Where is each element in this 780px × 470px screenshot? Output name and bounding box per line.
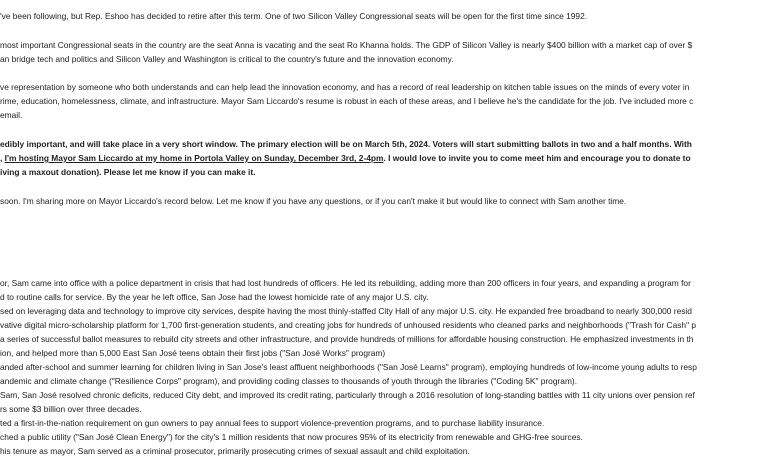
record-line-1: or, Sam came into office with a police department in crisis that had lost hundreds of officers. He led its rebuilding, adding more than 200 officers in four years, and expanding a program for [0, 278, 691, 288]
record-line-9: Sam, San José resolved chronic deficits, reduced City debt, and improved its credit rating, particularly through a 2016 resolution of long-standing battles with 11 city unions over pension ref [0, 390, 695, 400]
record-line-2: d to routine calls for service. By the year he left office, San Jose had the lowest homicide rate of any major U.S. city. [0, 292, 429, 302]
para-election-prefix: , [0, 153, 5, 163]
para-importance-line-2: an bridge tech and politics and Silicon Valley and Washington is critical to the country's future and the innovation economy. [0, 54, 454, 64]
record-line-11: ted a first-in-the-nation requirement on gun owners to pay annual fees to support violence-prevention programs, and to purchase liability insurance. [0, 418, 545, 428]
record-line-6: ion, and helped more than 5,000 East San José teens obtain their first jobs ("San José Works" program) [0, 348, 386, 358]
para-election-line-2 [0, 153, 691, 164]
para-importance-line-1: most important Congressional seats in the country are the seat Anna is vacating and the seat Ro Khanna holds. The GDP of Silicon Valley is nearly $400 billion with a market cap of over $ [0, 40, 693, 50]
para-representation-line-1: ve representation by someone who both understands and can help lead the innovation economy, and has a record of real leadership on kitchen table issues on the minds of every voter in [0, 82, 690, 92]
para-election-line-1: edibly important, and will take place in a very short window. The primary election will be on March 5th, 2024. Voters will start submitting ballots in two and a half months. With [0, 139, 692, 149]
para-election-line-3: iving a maxout donation). Please let me know if you can make it. [0, 167, 256, 177]
event-invite-link[interactable]: I'm hosting Mayor Sam Liccardo at my home in Portola Valley on Sunday, December 3rd, 2-4pm [4, 153, 384, 163]
para-representation-line-3: email. [0, 110, 23, 120]
record-line-7: anded after-school and summer learning for children living in San Jose's least affluent neighborhoods ("San José Learns" program), employing hundreds of low-income young adults to resp [0, 362, 697, 372]
para-election-suffix: . I would love to invite you to come meet him and encourage you to donate to [383, 153, 691, 163]
record-line-3: sed on leveraging data and technology to improve city services, despite having the most thinly-staffed City Hall of any major U.S. city. He expanded free broadband to nearly 300,000 resid [0, 306, 692, 316]
record-line-5: a series of successful ballot measures to rebuild city streets and other infrastructure, and provide hundreds of millions for affordable housing construction. He emphasized investments in th [0, 334, 694, 344]
record-line-10: rs some $3 billion over three decades. [0, 404, 142, 414]
record-line-13: his tenure as mayor, Sam served as a criminal prosecutor, primarily prosecuting crimes of sexual assault and child exploitation. [0, 446, 470, 456]
record-line-12: ched a public utility ("San José Clean Energy") for the city's 1 million residents that now procures 95% of its electricity from renewable and GHG-free sources. [0, 432, 583, 442]
para-closing: soon. I'm sharing more on Mayor Liccardo's record below. Let me know if you have any questions, or if you can't make it but would like to connect with Sam another time. [0, 196, 627, 206]
para-retirement: 've been following, but Rep. Eshoo has decided to retire after this term. One of two Silicon Valley Congressional seats will be open for the first time since 1992. [0, 11, 588, 21]
record-line-4: vative digital micro-scholarship platform for 1,700 first-generation students, and creating jobs for hundreds of unhoused residents who cleaned parks and neighborhoods ("Trash for Cash" p [0, 320, 697, 330]
record-line-8: andemic and climate change ("Resilience Corps" program), and providing coding classes to thousands of youth through the libraries ("Coding 5K" program). [0, 376, 578, 386]
para-representation-line-2: rime, education, homelessness, climate, and infrastructure. Mayor Sam Liccardo's resume is robust in each of these areas, and I believe he's the candidate for the job. I've included more c [0, 96, 694, 106]
